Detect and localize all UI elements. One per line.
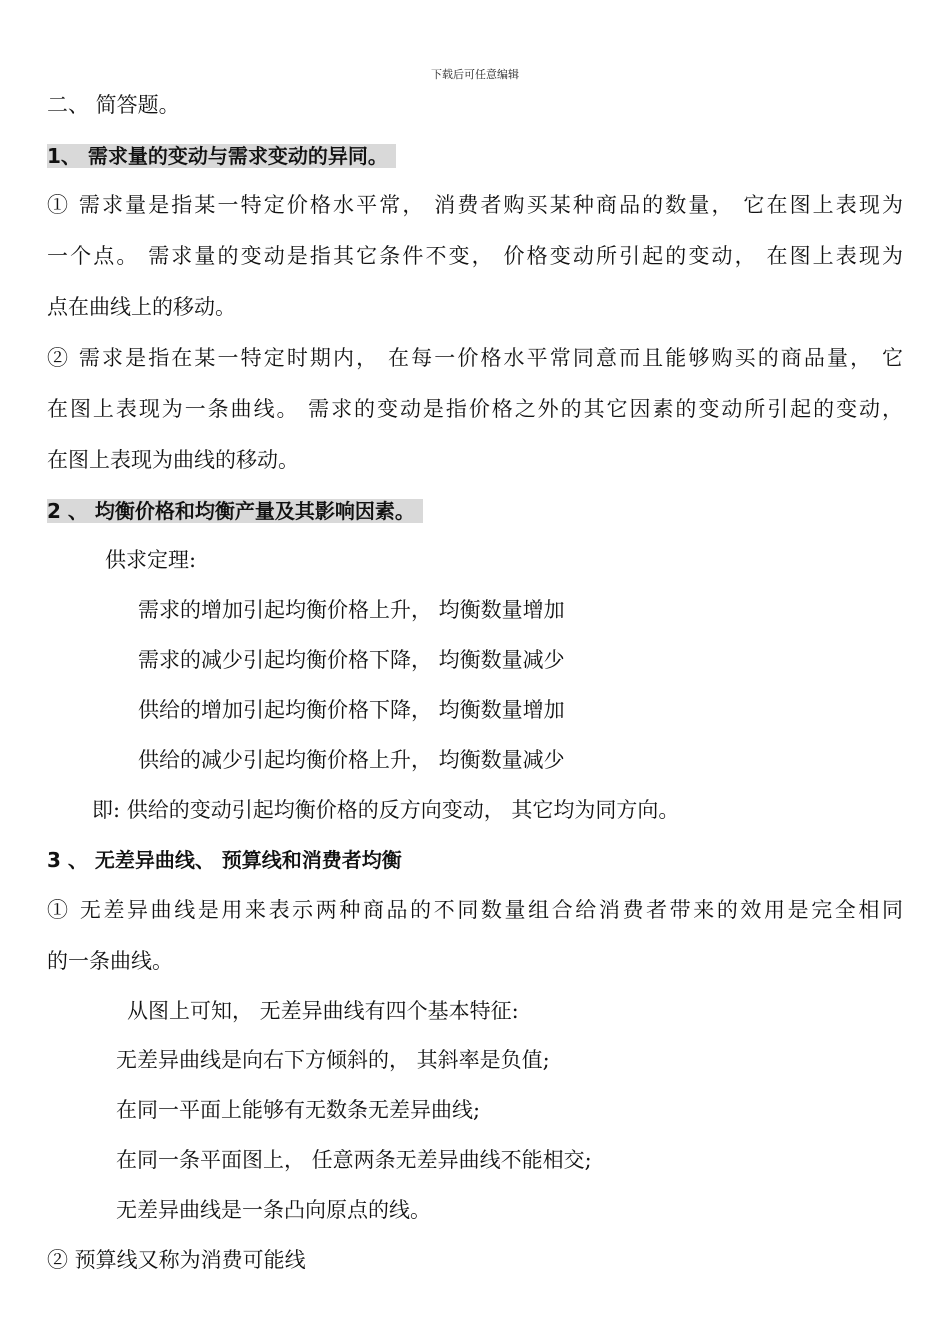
q3-title-row	[47, 846, 410, 874]
q3-title: 3 、 无差异曲线、 预算线和消费者均衡	[47, 848, 402, 872]
q1-p2-line-2: 在图上表现为一条曲线。 需求的变动是指价格之外的其它因素的变动所引起的变动，	[47, 397, 903, 421]
q1-p2-line-1: ② 需求是指在某一特定时期内， 在每一价格水平常同意而且能够购买的商品量， 它	[47, 346, 903, 370]
q2-title-row	[47, 497, 423, 525]
q3-feature-1: 无差异曲线是向右下方倾斜的， 其斜率是负值;	[116, 1048, 550, 1072]
q2-summary: 即: 供给的变动引起均衡价格的反方向变动， 其它均为同方向。	[92, 798, 680, 822]
q3-features-intro: 从图上可知， 无差异曲线有四个基本特征:	[127, 999, 519, 1023]
q2-rule-2: 需求的减少引起均衡价格下降， 均衡数量减少	[138, 648, 565, 672]
q1-p2-line-3: 在图上表现为曲线的移动。	[47, 448, 299, 472]
page-header: 下载后可任意编辑	[431, 68, 519, 81]
q1-title-row	[47, 142, 396, 170]
q1-title: 1、 需求量的变动与需求变动的异同。	[47, 144, 396, 168]
q3-p1-line-2: 的一条曲线。	[47, 949, 173, 973]
q2-rule-4: 供给的减少引起均衡价格上升， 均衡数量减少	[138, 748, 565, 772]
q1-p1-line-1: ① 需求量是指某一特定价格水平常， 消费者购买某种商品的数量， 它在图上表现为	[47, 193, 903, 217]
q3-feature-3: 在同一条平面图上， 任意两条无差异曲线不能相交;	[116, 1148, 592, 1172]
q2-rule-1: 需求的增加引起均衡价格上升， 均衡数量增加	[138, 598, 565, 622]
q2-title: 2 、 均衡价格和均衡产量及其影响因素。	[47, 499, 423, 523]
q3-feature-2: 在同一平面上能够有无数条无差异曲线;	[116, 1098, 481, 1122]
q2-rule-3: 供给的增加引起均衡价格下降， 均衡数量增加	[138, 698, 565, 722]
section-title: 二、 简答题。	[47, 93, 180, 117]
q1-p1-line-2: 一个点。 需求量的变动是指其它条件不变， 价格变动所引起的变动， 在图上表现为	[47, 244, 903, 268]
q3-feature-4: 无差异曲线是一条凸向原点的线。	[116, 1198, 431, 1222]
q2-law-label: 供求定理:	[105, 548, 197, 572]
q3-p2: ② 预算线又称为消费可能线	[47, 1248, 306, 1272]
q1-p1-line-3: 点在曲线上的移动。	[47, 295, 236, 319]
q3-p1-line-1: ① 无差异曲线是用来表示两种商品的不同数量组合给消费者带来的效用是完全相同	[47, 898, 903, 922]
